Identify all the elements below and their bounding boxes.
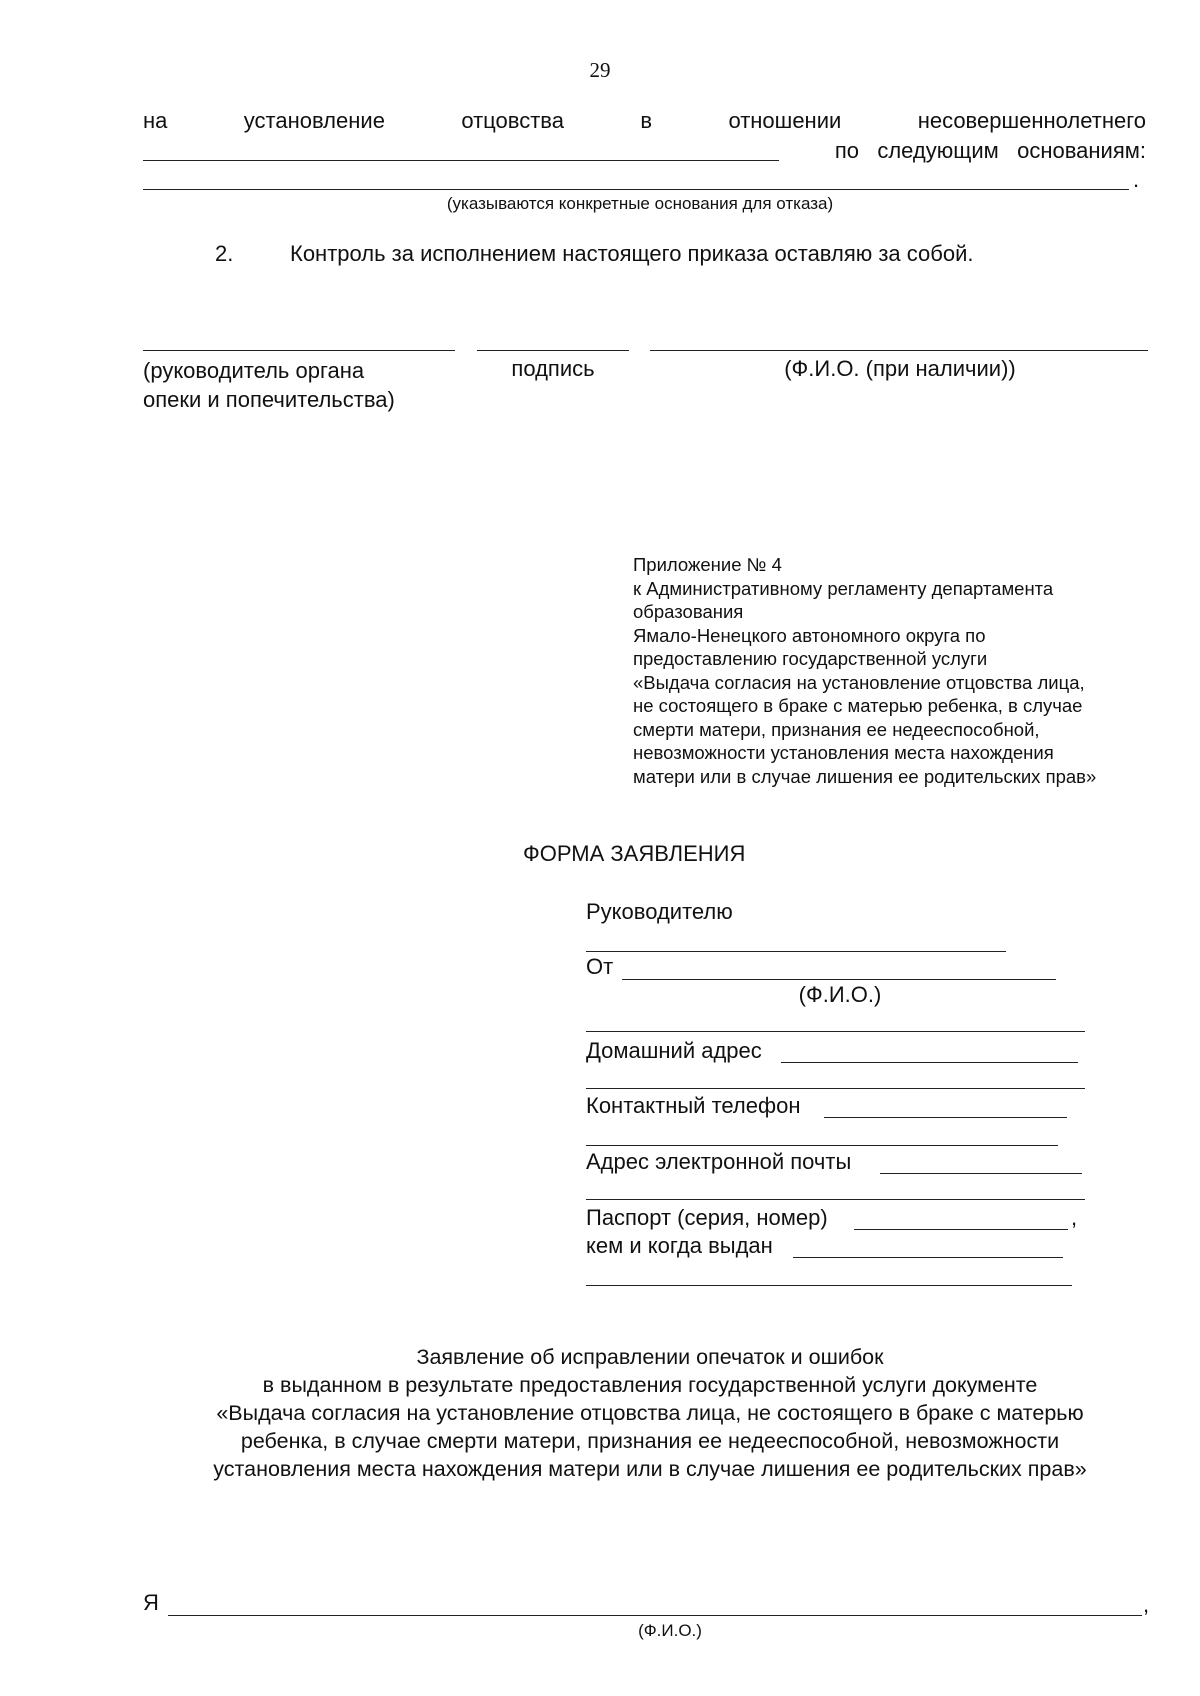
refusal-text-row	[143, 108, 1146, 134]
appendix-line: образования	[633, 601, 744, 622]
word: несовершеннолетнего	[917, 108, 1146, 133]
appendix-line: к Административному регламенту департамента	[633, 577, 1054, 599]
head-signature-line	[143, 350, 455, 351]
appendix-line: Приложение № 4	[633, 554, 782, 575]
from-label: От	[586, 954, 614, 979]
appendix-block	[633, 553, 1153, 788]
issued-extra-line	[586, 1285, 1072, 1286]
fio-signature-line	[650, 350, 1148, 351]
item-text: Контроль за исполнением настоящего приказа оставляю за собой.	[290, 241, 974, 266]
applicant-fio-caption: (Ф.И.О.)	[638, 1621, 702, 1640]
appendix-line: смерти матери, признания ее недееспособной,	[633, 718, 1040, 740]
from-line	[622, 979, 1056, 980]
head-label-line: опеки и попечительства)	[143, 387, 395, 412]
word: в	[640, 108, 653, 133]
grounds-text: по следующим основаниям:	[834, 138, 1146, 163]
head-label	[143, 356, 473, 414]
to-line	[586, 951, 1006, 952]
issued-label: кем и когда выдан	[586, 1233, 773, 1258]
grounds-line	[143, 189, 1129, 190]
from-extra-line	[586, 1031, 1085, 1032]
fio-label: (Ф.И.О. (при наличии))	[784, 356, 1016, 381]
item-number: 2.	[215, 241, 234, 266]
word: отношении	[728, 108, 842, 133]
sign-line	[477, 350, 629, 351]
passport-line	[854, 1229, 1068, 1230]
applicant-comma: ,	[1143, 1592, 1150, 1617]
email-label: Адрес электронной почты	[586, 1149, 852, 1174]
word: отцовства	[461, 108, 564, 133]
appendix-line: «Выдача согласия на установление отцовства лица,	[633, 671, 1085, 693]
appendix-line: матери или в случае лишения ее родительских прав»	[633, 765, 1097, 787]
minor-name-line	[143, 160, 779, 161]
statement-line: ребенка, в случае смерти матери, признания ее недееспособной, невозможности	[240, 1429, 1060, 1453]
to-label: Руководителю	[586, 899, 733, 924]
word: установление	[243, 108, 385, 133]
statement-line: установления места нахождения матери или в случае лишения ее родительских прав»	[213, 1457, 1087, 1481]
fio-caption: (Ф.И.О.)	[798, 982, 882, 1007]
address-extra-line	[586, 1088, 1085, 1089]
email-extra-line	[586, 1199, 1085, 1200]
appendix-line: предоставлению государственной услуги	[633, 648, 988, 669]
statement-heading	[120, 1343, 1180, 1483]
address-label: Домашний адрес	[586, 1038, 762, 1063]
applicant-prefix: Я	[143, 1590, 159, 1615]
email-line	[880, 1173, 1082, 1174]
statement-line: Заявление об исправлении опечаток и ошибок	[416, 1345, 884, 1369]
sign-label: подпись	[511, 356, 595, 381]
phone-label: Контактный телефон	[586, 1093, 801, 1118]
page-number: 29	[589, 58, 611, 82]
phone-line	[824, 1117, 1067, 1118]
grounds-period: .	[1133, 167, 1140, 192]
phone-extra-line	[586, 1145, 1058, 1146]
statement-line: «Выдача согласия на установление отцовства лица, не состоящего в браке с матерью	[216, 1401, 1084, 1425]
grounds-caption: (указываются конкретные основания для отказа)	[446, 194, 834, 213]
appendix-line: не состоящего в браке с матерью ребенка, в случае	[633, 695, 1083, 716]
passport-label: Паспорт (серия, номер)	[586, 1205, 828, 1230]
address-line	[781, 1062, 1078, 1063]
issued-line	[793, 1257, 1063, 1258]
applicant-fio-line	[168, 1615, 1142, 1616]
appendix-line: Ямало-Ненецкого автономного округа по	[633, 624, 986, 646]
word: на	[143, 108, 168, 133]
passport-comma: ,	[1071, 1205, 1078, 1230]
statement-line: в выданном в результате предоставления государственной услуги документе	[262, 1373, 1038, 1397]
form-title: ФОРМА ЗАЯВЛЕНИЯ	[523, 841, 746, 866]
head-label-line: (руководитель органа	[143, 358, 365, 383]
appendix-line: невозможности установления места нахождения	[633, 742, 1054, 763]
